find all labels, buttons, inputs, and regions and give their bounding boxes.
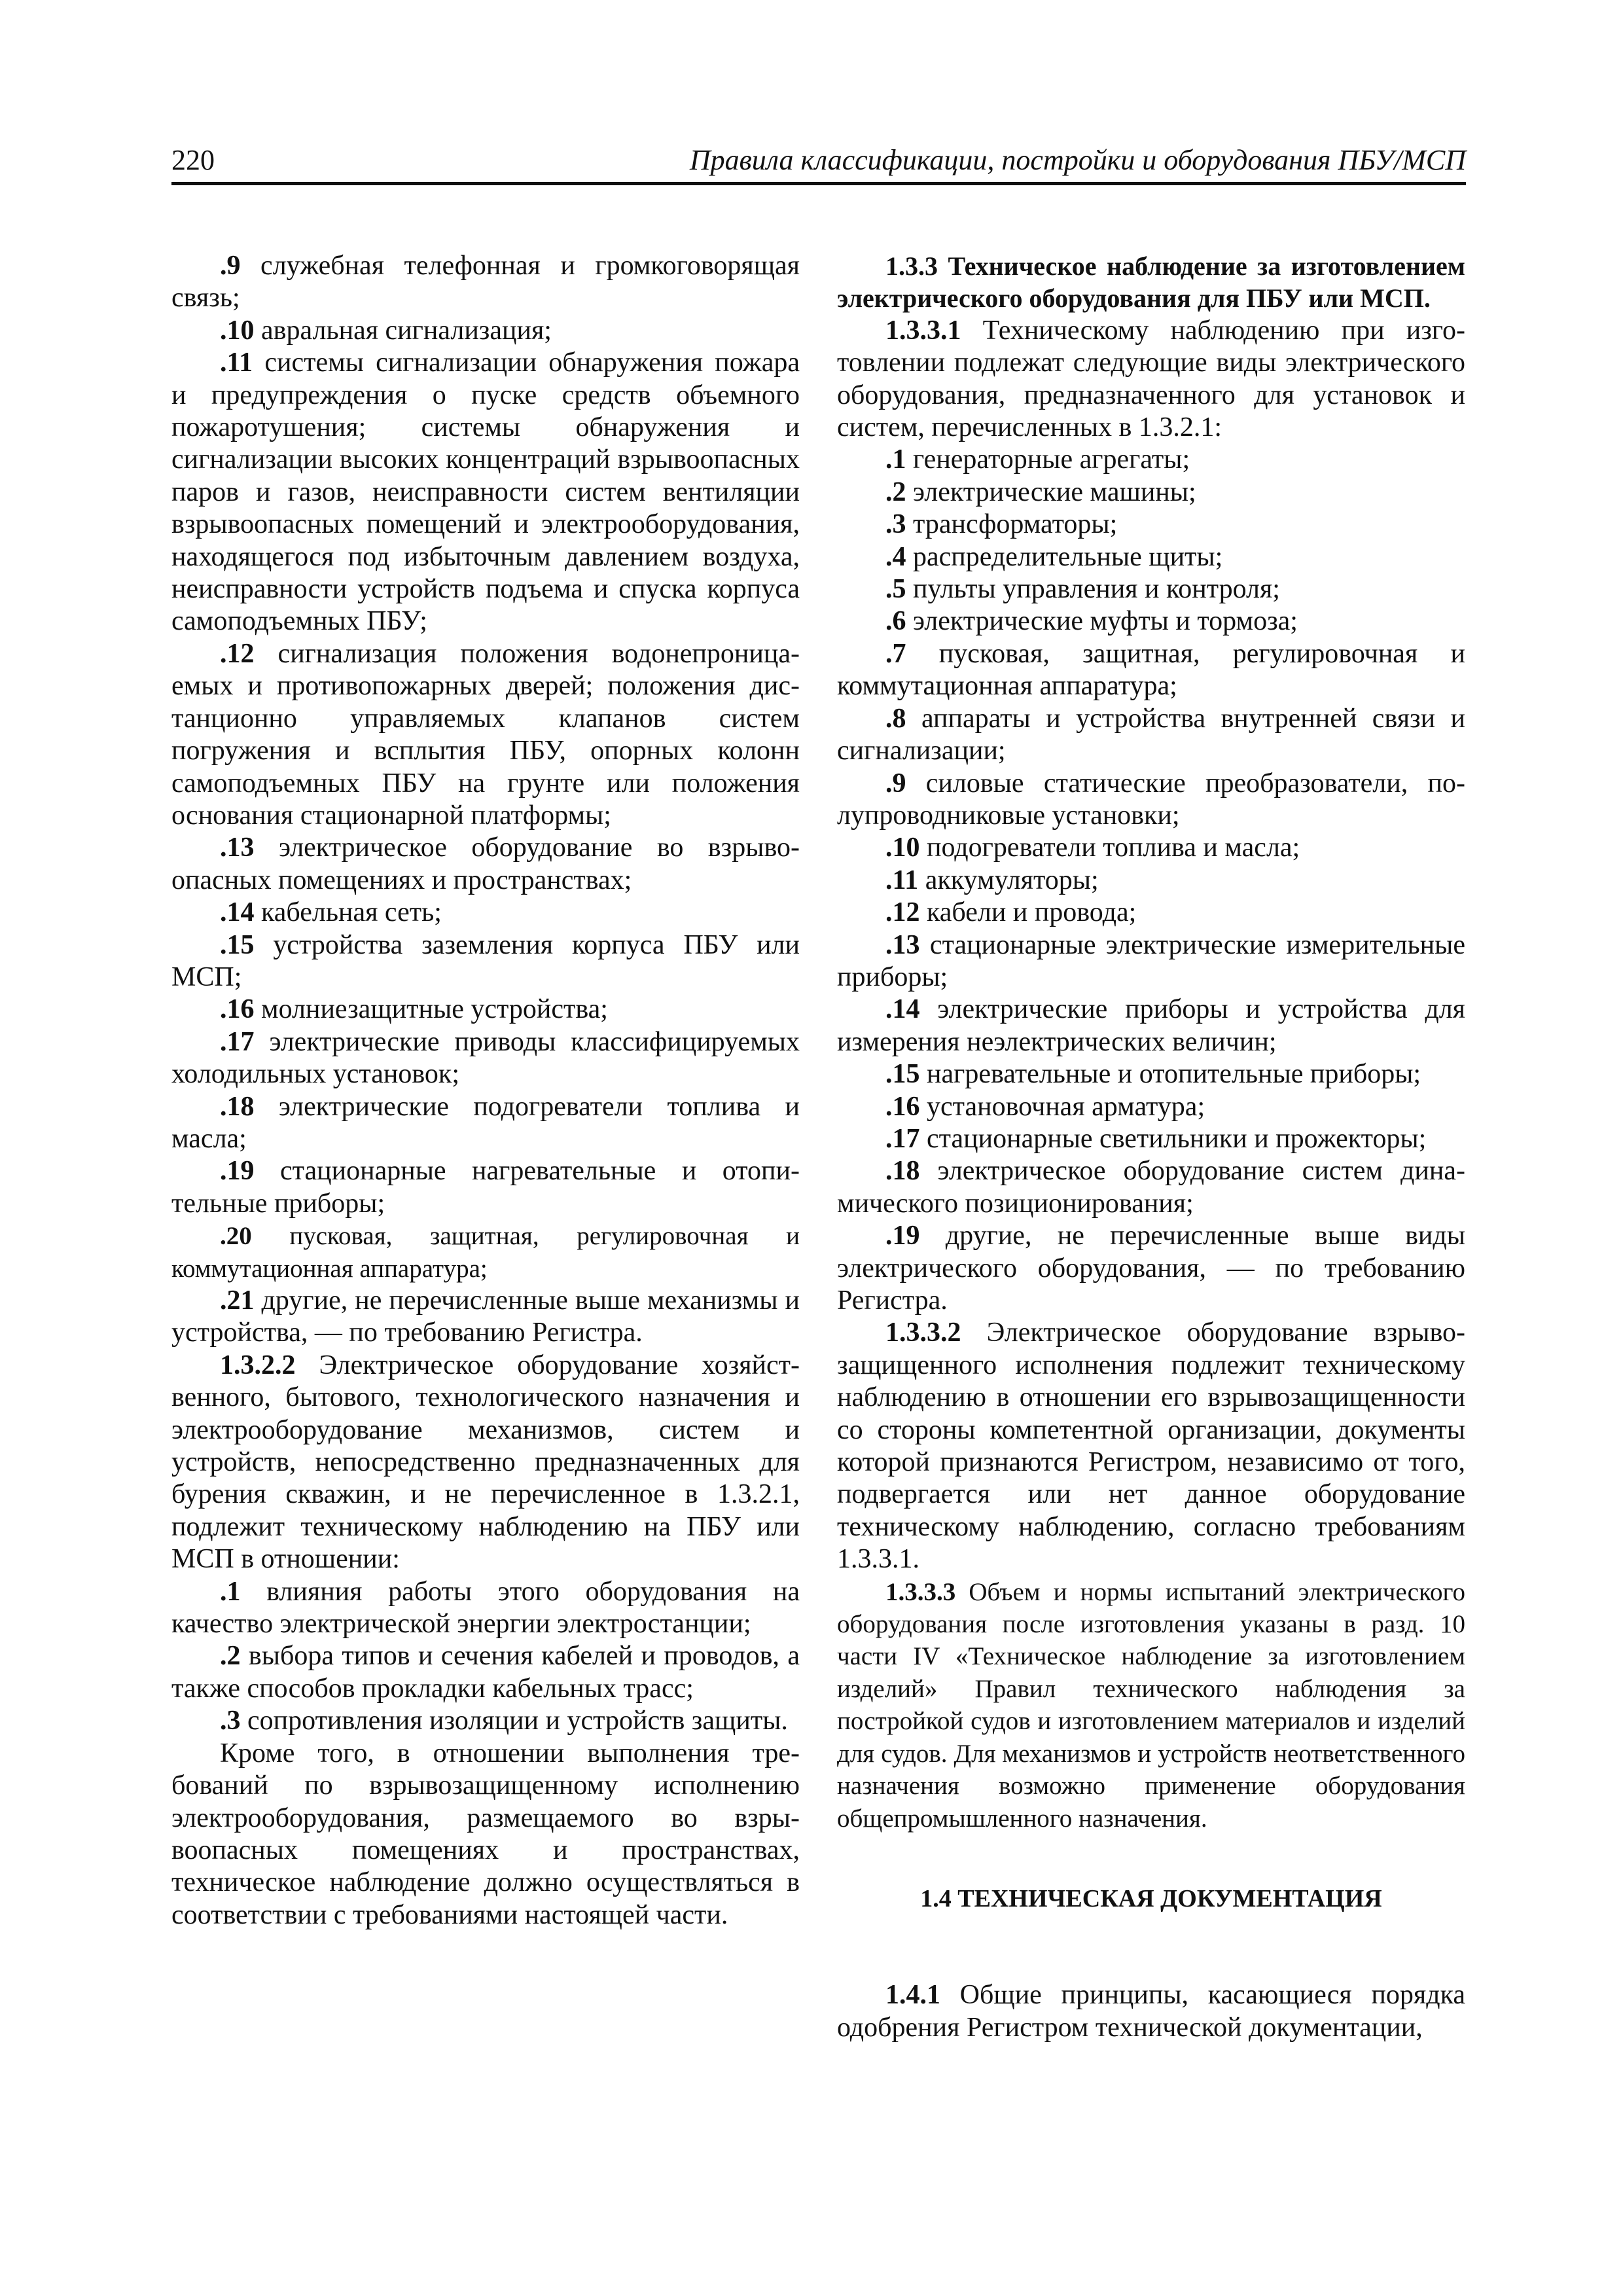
paragraph [171,1350,800,1576]
page-number: 220 [171,144,215,176]
paragraph [171,1155,800,1220]
paragraph [171,250,800,315]
paragraph-text: другие, не перечисленные выше механизмы и устройства, — по требованию Регистра. [171,1285,800,1348]
right-items [837,315,1465,1835]
paragraph [171,1026,800,1091]
paragraph-text: силовые статические преобразователи, полупроводниковые установки; [837,768,1465,831]
paragraph-text: Техническому наблюдению при изготовлении подлежат следующие виды электрического оборудования, предназначенного для установок и систем, перечисленных в 1.3.2.1: [837,315,1465,443]
paragraph [171,1738,800,1931]
page-header [171,137,1466,185]
paragraph [837,865,1465,897]
paragraph-number: .15 [220,929,255,960]
paragraph-text: электрические приводы классифицируемых холодильных установок; [171,1026,800,1090]
paragraph-text: Кроме того, в отношении выполнения требований по взрывозащищенному исполнению электрооборудования, размещаемого во взрывоопасных помещениях и пространствах, техническое наблюдение должно осуществляться в соответствии с требованиями настоящей части. [171,1738,800,1930]
paragraph-text: пульты управления и контроля; [906,574,1280,605]
paragraph-text: подогреватели топлива и масла; [919,833,1300,863]
paragraph-text: авральная сигнализация; [254,315,552,346]
paragraph [171,1220,800,1285]
paragraph [171,1705,800,1737]
paragraph [837,832,1465,864]
paragraph-text: выбора типов и сечения кабелей и проводов, а также способов прокладки кабельных трасс; [171,1641,800,1704]
paragraph [171,1640,800,1705]
paragraph-text: стационарные электрические измерительные приборы; [837,929,1465,992]
paragraph-number: .2 [885,476,906,507]
paragraph [171,897,800,929]
paragraph [837,509,1465,541]
paragraph [837,638,1465,703]
paragraph-text: влияния работы этого оборудования на качество электрической энергии электростанции; [171,1576,800,1640]
paragraph [837,573,1465,605]
paragraph [171,929,800,994]
paragraph-text: кабельная сеть; [254,897,442,928]
paragraph-number: .9 [885,768,906,798]
paragraph [171,1285,800,1350]
paragraph-text: Объем и нормы испытаний электрического оборудования после изготовления указаны в разд. 10 части IV «Техническое наблюдение за изготовлением изделий» Правил технического наблюдения за постройкой судов и изготовлением материалов и изделий для судов. Для механизмов и устройств неответственного назначения возможно применение оборудования общепромышленного назначения. [837,1577,1465,1833]
paragraph [837,1576,1465,1835]
paragraph-number: .2 [220,1641,241,1672]
paragraph-text: нагревательные и отопительные приборы; [919,1059,1421,1090]
paragraph [837,1058,1465,1090]
paragraph-text: электрические машины; [906,476,1196,507]
paragraph-text: пусковая, защитная, регулировочная и коммутационная аппаратура; [837,638,1465,702]
paragraph [171,315,800,347]
paragraph-1-4-1 [837,1979,1465,2044]
paragraph [837,444,1465,476]
paragraph-text: пусковая, защитная, регулировочная и коммутационная аппаратура; [171,1222,800,1283]
paragraph-number: .13 [220,833,255,863]
paragraph-text: сопротивления изоляции и устройств защиты. [240,1706,788,1736]
paragraph-number: 1.3.3.1 [885,315,961,346]
paragraph [171,994,800,1026]
section-1-4-title: 1.4 ТЕХНИЧЕСКАЯ ДОКУМЕНТАЦИЯ [920,1884,1382,1912]
paragraph [171,1576,800,1641]
paragraph-text: системы сигнализации обнаружения пожара и предупреждения о пуске средств объемного пожаротушения; системы обнаружения и сигнализации высоких концентраций взрывоопасных паров и газов, неисправности систем вентиляции взрывоопасных помещений и электрооборудования, находящегося под избыточным давлением воздуха, неисправности устройств подъема и спуска корпуса самоподъемных ПБУ; [171,348,800,637]
paragraph-number: .16 [220,994,255,1025]
paragraph-text: Общие принципы, касающиеся порядка одобрения Регистром технической документации, [837,1980,1465,2043]
paragraph-text: сигнализация положения водонепроницаемых и противопожарных дверей; положения дистанционно управляемых клапанов систем погружения и всплытия ПБУ, опорных колонн самоподъемных ПБУ на грунте или положения основания стационарной платформы; [171,638,800,831]
paragraph-number: .4 [885,541,906,572]
paragraph [171,832,800,897]
paragraph-number: 1.3.2.2 [220,1350,296,1380]
paragraph-text: Электрическое оборудование хозяйственного, бытового, технологического назначения и электрооборудование механизмов, систем и устройств, непосредственно предназначенных для бурения скважин, и не перечисленное в 1.3.2.1, подлежит техническому наблюдению на ПБУ или МСП в отношении: [171,1350,800,1575]
paragraph-number: .17 [885,1123,920,1154]
paragraph-number: .13 [885,929,920,960]
paragraph-number: .19 [220,1156,255,1187]
paragraph-number: .5 [885,574,906,605]
paragraph-number: .12 [220,638,255,669]
paragraph [837,605,1465,637]
paragraph-number: .14 [885,994,920,1025]
paragraph-text: стационарные нагревательные и отопительные приборы; [171,1156,800,1219]
paragraph-number: .14 [220,897,255,928]
paragraph-number: .9 [220,251,241,281]
paragraph [171,347,800,638]
paragraph-text: стационарные светильники и прожекторы; [919,1123,1427,1154]
paragraph-text: кабели и провода; [919,897,1137,928]
paragraph-text: молниезащитные устройства; [254,994,608,1025]
paragraph-text: трансформаторы; [906,509,1118,540]
paragraph-text: электрические приборы и устройства для измерения неэлектрических величин; [837,994,1465,1057]
paragraph-number: 1.4.1 [885,1980,940,2011]
paragraph-text: аппараты и устройства внутренней связи и сигнализации; [837,703,1465,766]
paragraph-number: .8 [885,703,906,734]
left-column [171,250,800,1931]
paragraph-text: устройства заземления корпуса ПБУ или МСП; [171,929,800,992]
paragraph-text: аккумуляторы; [918,865,1099,895]
paragraph [837,1123,1465,1155]
paragraph-number: .3 [220,1706,241,1736]
paragraph [837,897,1465,929]
paragraph [837,1155,1465,1220]
paragraph-number: .17 [220,1026,255,1057]
heading-1-3-3: 1.3.3 Техническое наблюдение за изготовлением электрического оборудования для ПБУ или МСП. [837,251,1465,314]
paragraph-text: другие, не перечисленные выше виды электрического оборудования, — по требованию Регистра. [837,1221,1465,1316]
paragraph [837,1220,1465,1317]
paragraph [171,1091,800,1156]
paragraph-number: .15 [885,1059,920,1090]
paragraph-text: установочная арматура; [919,1091,1205,1122]
paragraph-number: .6 [885,606,906,637]
paragraph-number: 1.3.3.3 [885,1577,956,1606]
paragraph-text: электрическое оборудование систем динамического позиционирования; [837,1156,1465,1219]
paragraph [837,929,1465,994]
paragraph-number: .1 [885,444,906,475]
paragraph-number: .7 [885,638,906,669]
right-column [837,250,1465,2044]
paragraph [837,1091,1465,1123]
paragraph-number: .10 [220,315,255,346]
running-title: Правила классификации, постройки и оборудования ПБУ/МСП [689,144,1466,176]
paragraph-number: .11 [220,348,253,378]
paragraph-text: генераторные агрегаты; [906,444,1190,475]
paragraph [837,994,1465,1058]
paragraph-number: .1 [220,1576,241,1607]
paragraph [837,541,1465,573]
paragraph-text: электрические подогреватели топлива и масла; [171,1091,800,1154]
paragraph [837,768,1465,833]
paragraph-text: электрические муфты и тормоза; [906,606,1298,637]
paragraph-text: распределительные щиты; [906,541,1223,572]
paragraph-number: .16 [885,1091,920,1122]
paragraph-number: .12 [885,897,920,928]
paragraph-number: .10 [885,833,920,863]
paragraph-number: .18 [885,1156,920,1187]
paragraph-number: .18 [220,1091,255,1122]
paragraph-number: .19 [885,1221,920,1251]
paragraph-number: .20 [220,1222,252,1251]
paragraph-number: .11 [885,865,919,895]
paragraph [837,315,1465,444]
paragraph-text: Электрическое оборудование взрывозащищенного исполнения подлежит техническому наблюдению в отношении его взрывозащищенности со стороны компетентной организации, документы которой признаются Регистром, независимо от того, подвергается или нет данное оборудование техническому наблюдению, согласно требованиям 1.3.3.1. [837,1318,1465,1575]
paragraph-text: служебная телефонная и громкоговорящая связь; [171,251,800,314]
paragraph [171,638,800,832]
paragraph-number: .3 [885,509,906,540]
paragraph-number: 1.3.3.2 [885,1318,961,1348]
paragraph-number: .21 [220,1285,255,1316]
paragraph [837,703,1465,768]
paragraph [837,1317,1465,1575]
paragraph [837,476,1465,509]
paragraph-text: электрическое оборудование во взрывоопасных помещениях и пространствах; [171,833,800,895]
